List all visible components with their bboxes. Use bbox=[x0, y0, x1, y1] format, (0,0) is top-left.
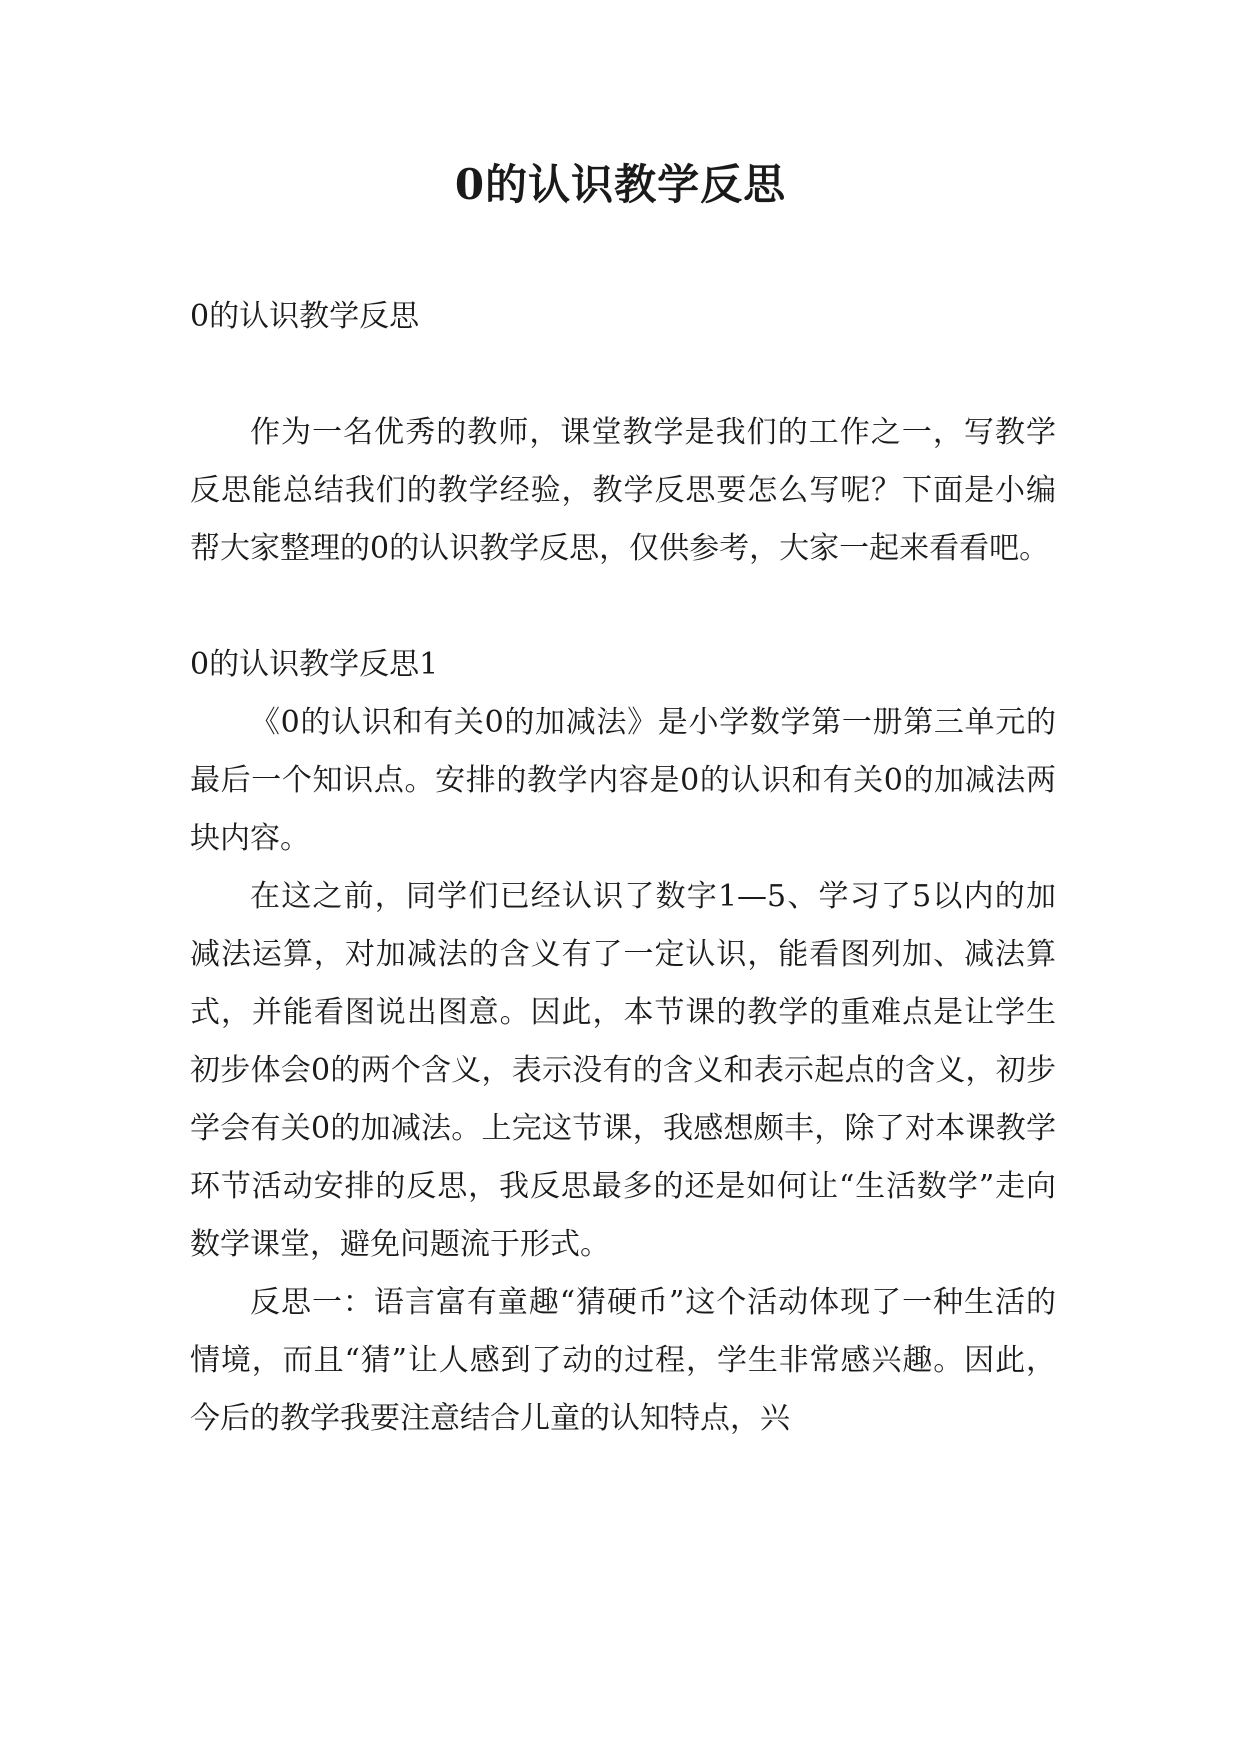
section-paragraph-1: 《0的认识和有关0的加减法》是小学数学第一册第三单元的最后一个知识点。安排的教学内容是0的认识和有关0的加减法两块内容。 bbox=[190, 705, 1056, 856]
intro-paragraph: 作为一名优秀的教师，课堂教学是我们的工作之一，写教学反思能总结我们的教学经验，教学反思要怎么写呢？下面是小编帮大家整理的0的认识教学反思，仅供参考，大家一起来看看吧。 bbox=[190, 415, 1056, 566]
section-paragraph-2: 在这之前，同学们已经认识了数字1—5、学习了5以内的加减法运算，对加减法的含义有了一定认识，能看图列加、减法算式，并能看图说出图意。因此，本节课的教学的重难点是让学生初步体会0的两个含义，表示没有的含义和表示起点的含义，初步学会有关0的加减法。上完这节课，我感想颇丰，除了对本课教学环节活动安排的反思，我反思最多的还是如何让“生活数学”走向数学课堂，避免问题流于形式。 bbox=[190, 879, 1056, 1262]
document-body bbox=[190, 288, 1056, 1448]
document-subtitle: 0的认识教学反思 bbox=[190, 299, 420, 334]
document-title: 0的认识教学反思 bbox=[454, 160, 787, 209]
section-heading: 0的认识教学反思1 bbox=[190, 647, 439, 682]
section-paragraph-3: 反思一：语言富有童趣“猜硬币”这个活动体现了一种生活的情境，而且“猜”让人感到了动的过程，学生非常感兴趣。因此，今后的教学我要注意结合儿童的认知特点，兴 bbox=[190, 1285, 1056, 1436]
